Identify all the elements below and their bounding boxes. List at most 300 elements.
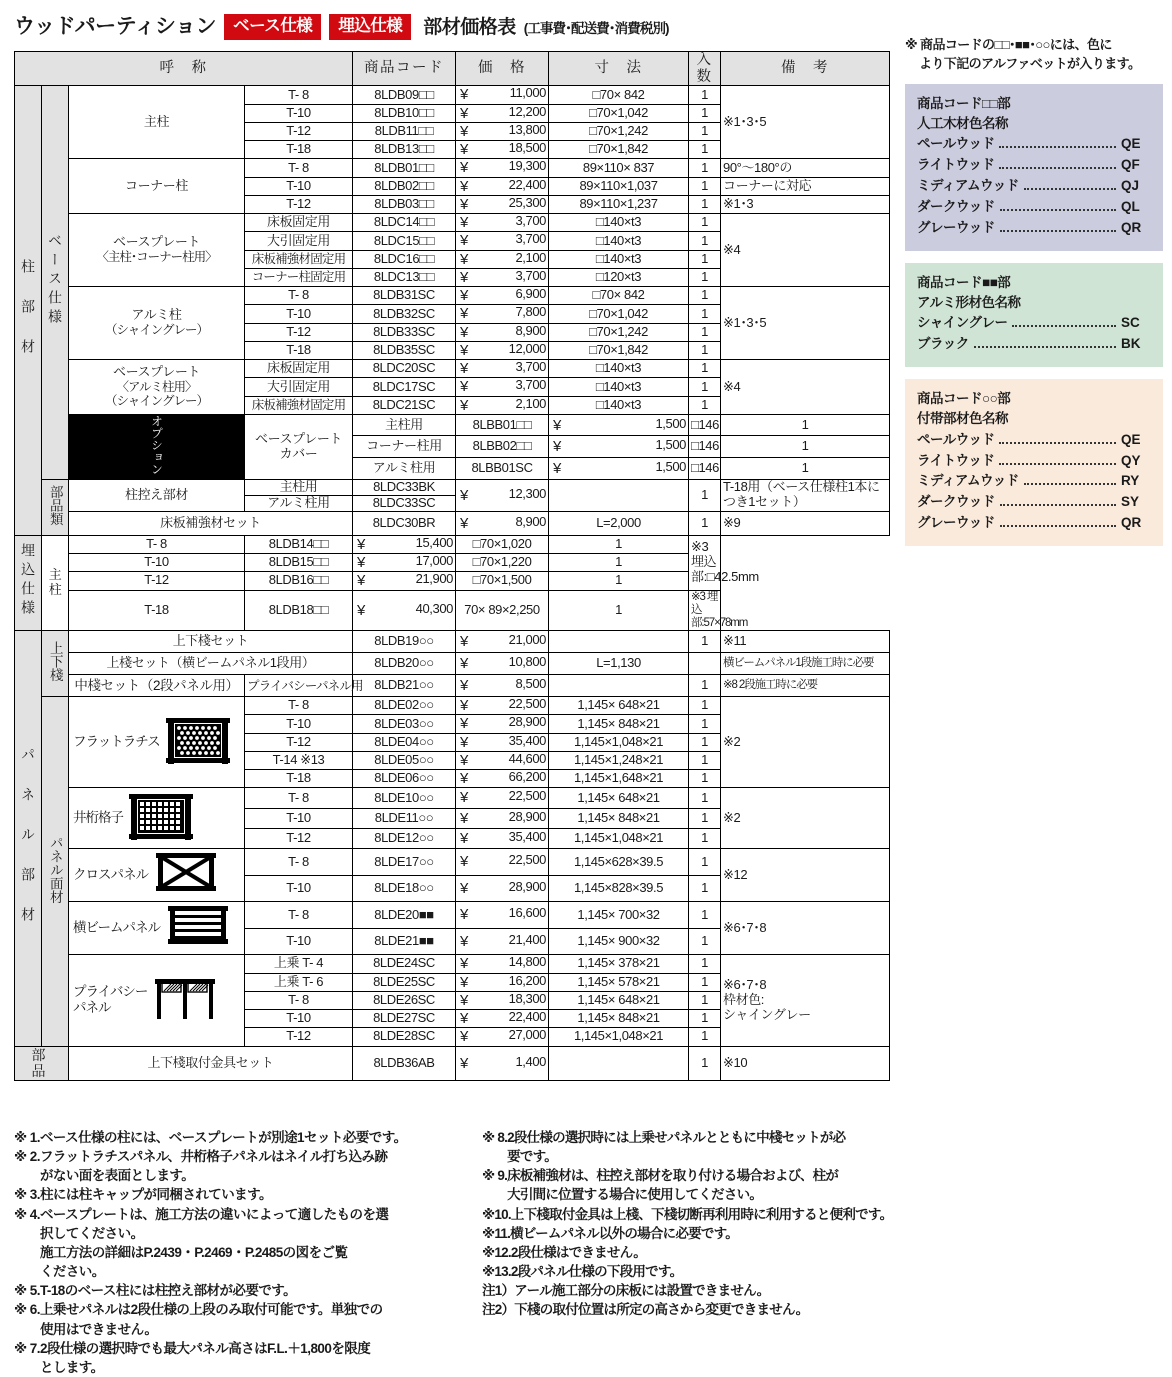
table-row — [15, 675, 890, 697]
color-code: QJ — [1121, 178, 1140, 194]
page-title-note: (工事費･配送費･消費税別) — [523, 21, 669, 36]
item-price: ¥ 35,400 — [456, 733, 549, 751]
item-dimension: 1,145× 648×21 — [549, 697, 689, 715]
footnote-marker: ※ 3. — [14, 1187, 40, 1203]
item-dimension — [549, 479, 689, 511]
item-qty: 1 — [689, 631, 721, 653]
item-price: ¥ 22,500 — [456, 788, 549, 808]
item-dimension — [549, 631, 689, 653]
footnote-item — [482, 1243, 952, 1262]
footnote-marker: ※ 8. — [482, 1130, 508, 1145]
col-header-name: 呼 称 — [15, 52, 353, 86]
item-variant: 上乗 T- 6 — [245, 973, 353, 991]
item-dimension: 1,145×628×39.5 — [549, 849, 689, 875]
item-qty: 1 — [689, 1028, 721, 1046]
item-variant: T-10 — [245, 715, 353, 733]
item-code: 8LDB03□□ — [353, 195, 456, 213]
item-remark: ※12 — [721, 849, 890, 902]
item-price: ¥ 1,500 — [549, 414, 689, 436]
color-row — [917, 430, 1151, 451]
item-variant: T- 8 — [245, 86, 353, 104]
horizontal-beam-panel-icon — [162, 902, 234, 954]
group-label-panel: パ ネ ル 部 材 — [15, 631, 42, 1046]
footnote-marker: ※ 9. — [482, 1168, 508, 1184]
item-dimension: □70×1,042 — [549, 104, 689, 122]
color-name: ペールウッド — [917, 431, 995, 447]
item-name: 主柱 — [42, 535, 69, 630]
item-variant: T-10 — [245, 875, 353, 901]
table-row — [15, 511, 890, 535]
item-name — [69, 902, 245, 955]
item-price: ¥ 21,000 — [456, 631, 549, 653]
item-qty: 1 — [689, 902, 721, 928]
color-code: QR — [1121, 515, 1142, 531]
item-qty: 1 — [689, 232, 721, 250]
item-remark: ※11 — [721, 631, 890, 653]
item-price: ¥ 21,900 — [353, 572, 456, 590]
item-variant: T-10 — [245, 104, 353, 122]
footnote-item — [14, 1281, 466, 1300]
item-qty: 1 — [549, 572, 689, 590]
item-price: ¥ 6,900 — [456, 287, 549, 305]
footnote-item — [14, 1205, 466, 1282]
color-box-attachment — [905, 379, 1163, 546]
item-code: 8LDB15□□ — [245, 554, 353, 572]
item-dimension: 1,145× 848×21 — [549, 1010, 689, 1028]
item-price: ¥ 8,500 — [456, 675, 549, 697]
item-variant: T- 8 — [245, 159, 353, 177]
item-qty: 1 — [549, 590, 689, 631]
item-qty: 1 — [689, 829, 721, 849]
item-code: 8LDB33SC — [353, 323, 456, 341]
item-code: 8LDB10□□ — [353, 104, 456, 122]
item-price: ¥ 19,300 — [456, 159, 549, 177]
table-row — [15, 479, 890, 495]
item-code: 8LDB11□□ — [353, 122, 456, 140]
footnotes — [14, 1128, 1164, 1377]
footnote-item — [14, 1128, 466, 1147]
item-dimension: 1,145×1,248×21 — [549, 751, 689, 769]
item-price: ¥ 1,500 — [549, 436, 689, 458]
item-price: ¥ 8,900 — [456, 323, 549, 341]
item-variant: T-12 — [245, 733, 353, 751]
item-code: 8LDC15□□ — [353, 232, 456, 250]
item-dimension: □140×t3 — [549, 214, 689, 232]
item-price: ¥ 12,200 — [456, 104, 549, 122]
table-row — [15, 590, 890, 631]
item-variant: 床板固定用 — [245, 214, 353, 232]
item-remark: 90°～180°の — [721, 159, 890, 177]
table-row — [15, 159, 890, 177]
item-code: 8LDE21■■ — [353, 928, 456, 954]
item-qty: 1 — [689, 86, 721, 104]
item-dimension: □70×1,242 — [549, 122, 689, 140]
item-code: 8LDB01□□ — [353, 159, 456, 177]
item-dimension: 1,145×828×39.5 — [549, 875, 689, 901]
color-name: グレーウッド — [917, 219, 995, 235]
item-code: 8LDB35SC — [353, 341, 456, 359]
item-dimension: 1,145× 848×21 — [549, 715, 689, 733]
item-price: ¥ 2,100 — [456, 250, 549, 268]
item-code: 8LDB32SC — [353, 305, 456, 323]
color-row — [917, 134, 1151, 155]
table-row — [15, 653, 890, 675]
item-price: ¥ 44,600 — [456, 751, 549, 769]
item-name: 主柱 — [69, 86, 245, 159]
item-code: 8LDB20○○ — [353, 653, 456, 675]
color-code: RY — [1121, 473, 1140, 489]
item-variant: 主柱用 — [245, 479, 353, 495]
col-header-price: 価 格 — [456, 52, 549, 86]
color-row — [917, 492, 1151, 513]
item-code: 8LDC14□□ — [353, 214, 456, 232]
footnote-item — [482, 1281, 952, 1300]
item-code: 8LDE12○○ — [353, 829, 456, 849]
item-price: ¥ 3,700 — [456, 268, 549, 286]
footnote-marker: ※10. — [482, 1206, 511, 1222]
item-qty: 1 — [689, 675, 721, 697]
color-code: QL — [1121, 198, 1140, 214]
item-dimension: 1,145×1,048×21 — [549, 829, 689, 849]
item-qty: 1 — [689, 396, 721, 414]
color-name: ミディアムウッド — [917, 473, 1019, 489]
item-variant: T-12 — [245, 829, 353, 849]
item-price: ¥ 18,300 — [456, 991, 549, 1009]
item-qty: 1 — [689, 770, 721, 788]
item-remark: ※8 2段施工時に必要 — [721, 675, 890, 697]
footnote-item — [14, 1300, 466, 1338]
color-box-alumi-title1: 商品コード■■部 — [917, 274, 1011, 290]
item-code: 8LDB16□□ — [245, 572, 353, 590]
table-row — [15, 1046, 890, 1081]
item-price: ¥ 7,800 — [456, 305, 549, 323]
subgroup-label-option: オプション — [69, 414, 245, 479]
item-qty: 1 — [689, 715, 721, 733]
dot-leader — [1024, 188, 1116, 190]
item-qty: 1 — [689, 323, 721, 341]
item-variant: T- 8 — [245, 849, 353, 875]
footnote-marker: ※13. — [482, 1264, 511, 1280]
group-label-parts: 部 品 — [15, 1046, 69, 1081]
item-variant: T-18 — [69, 590, 245, 631]
item-variant: T-10 — [69, 554, 245, 572]
item-variant: T-14 ※13 — [245, 751, 353, 769]
color-name: グレーウッド — [917, 515, 995, 531]
footnote-text: 柱には柱キャップが同梱されています。 — [39, 1187, 272, 1203]
item-variant: プライバシーパネル用 — [245, 675, 353, 697]
item-dimension: □146 — [689, 436, 721, 458]
item-dimension: □70×1,500 — [456, 572, 549, 590]
item-qty: 1 — [689, 697, 721, 715]
footnote-marker: 注2） — [482, 1302, 515, 1318]
item-price: ¥ 12,300 — [456, 479, 549, 511]
item-remark: T-18用（ベース仕様柱1本につき1セット） — [721, 479, 890, 511]
item-dimension: □70× 842 — [549, 86, 689, 104]
item-dimension: 1,145× 700×32 — [549, 902, 689, 928]
item-code: 8LDB18□□ — [245, 590, 353, 631]
item-price: ¥ 17,000 — [353, 554, 456, 572]
footnote-text: アール施工部分の床板には設置できません。 — [514, 1283, 770, 1299]
item-price: ¥ 3,700 — [456, 378, 549, 396]
item-variant: T-10 — [245, 928, 353, 954]
item-price: ¥ 2,100 — [456, 396, 549, 414]
footnote-item — [482, 1224, 952, 1243]
table-row — [15, 849, 890, 875]
item-remark: ※9 — [721, 511, 890, 535]
item-dimension: 89×110×1,237 — [549, 195, 689, 213]
color-name: ブラック — [917, 336, 969, 352]
col-header-remark: 備 考 — [721, 52, 890, 86]
item-price: ¥ 1,500 — [549, 458, 689, 480]
color-name: シャイングレー — [917, 315, 1008, 331]
item-qty: 1 — [689, 1046, 721, 1081]
item-qty: 1 — [689, 479, 721, 511]
item-code: 8LDC20SC — [353, 360, 456, 378]
item-price: ¥ 13,800 — [456, 122, 549, 140]
table-row — [15, 535, 890, 553]
footnote-text: 床板補強材は、柱控え部材を取り付ける場合および、柱が 大引間に位置する場合に使用してください。 — [507, 1168, 839, 1203]
item-code: 8LDC17SC — [353, 378, 456, 396]
item-name — [69, 849, 245, 902]
item-name — [69, 697, 245, 788]
item-qty: 1 — [689, 808, 721, 828]
item-code: 8LDE18○○ — [353, 875, 456, 901]
footnote-item — [14, 1185, 466, 1204]
item-variant: T-10 — [245, 177, 353, 195]
sidebar-note-line2: より下記のアルファベットが入ります。 — [919, 55, 1141, 71]
item-remark: ※3 埋込部:□42.5mm — [689, 535, 721, 590]
dot-leader — [974, 346, 1116, 348]
footnote-marker: ※ 5. — [14, 1283, 40, 1299]
item-dimension: 1,145× 378×21 — [549, 955, 689, 973]
grid-lattice-panel-icon — [125, 788, 197, 848]
footnote-text: T-18のベース柱には柱控え部材が必要です。 — [39, 1283, 297, 1299]
item-variant: T- 8 — [69, 535, 245, 553]
item-dimension — [549, 1046, 689, 1081]
color-box-attachment-title1: 商品コード○○部 — [917, 391, 1011, 407]
item-remark: ※4 — [721, 214, 890, 287]
tag-base-spec: ベース仕様 — [224, 14, 321, 40]
item-remark: ※4 — [721, 360, 890, 415]
color-code: QE — [1121, 136, 1141, 152]
item-code: 8LDB13□□ — [353, 141, 456, 159]
item-price: ¥ 22,500 — [456, 849, 549, 875]
color-row — [917, 513, 1151, 534]
item-code: 8LDB19○○ — [353, 631, 456, 653]
footnote-item — [482, 1205, 952, 1224]
table-row — [15, 287, 890, 305]
color-box-wood-title1: 商品コード□□部 — [917, 95, 1011, 111]
item-name: ベースプレート 〈主柱･コーナー柱用〉 — [69, 214, 245, 287]
item-variant: 床板補強材固定用 — [245, 396, 353, 414]
item-dimension: □140×t3 — [549, 396, 689, 414]
subgroup-label-embed-spec: 埋込仕様 — [15, 535, 42, 630]
item-qty: 1 — [689, 177, 721, 195]
item-qty: 1 — [721, 414, 890, 436]
item-name: 柱控え部材 — [69, 479, 245, 511]
sidebar-note-line1: ※ 商品コードの□□･■■･○○には、色に — [905, 37, 1112, 52]
item-price: ¥ 15,400 — [353, 535, 456, 553]
footnote-text: 上下棧取付金具は上棧、下棧切断再利用時に利用すると便利です。 — [510, 1206, 893, 1222]
color-code: BK — [1121, 336, 1141, 352]
color-code: SC — [1121, 315, 1140, 331]
color-code: QF — [1121, 157, 1140, 173]
item-qty: 1 — [689, 973, 721, 991]
item-name: 床板補強材セット — [69, 511, 353, 535]
table-row — [15, 414, 890, 436]
footnote-text: 2段仕様はできません。 — [510, 1244, 646, 1260]
dot-leader — [999, 146, 1116, 148]
page-title: 部材価格表 — [423, 17, 516, 38]
color-code: QY — [1121, 452, 1141, 468]
item-variant: T-18 — [245, 141, 353, 159]
color-name: ライトウッド — [917, 452, 995, 468]
price-table — [14, 51, 890, 1081]
item-code: 8LDE26SC — [353, 991, 456, 1009]
item-code: 8LDE04○○ — [353, 733, 456, 751]
item-code: 8LDE10○○ — [353, 788, 456, 808]
col-header-code: 商品コード — [353, 52, 456, 86]
product-name: ウッドパーティション — [14, 15, 217, 38]
item-price: ¥ 16,600 — [456, 902, 549, 928]
color-row — [917, 471, 1151, 492]
item-code: 8LDE27SC — [353, 1010, 456, 1028]
item-variant: 上乗 T- 4 — [245, 955, 353, 973]
item-variant: T-10 — [245, 808, 353, 828]
item-qty: 1 — [689, 305, 721, 323]
item-dimension: □146 — [689, 414, 721, 436]
item-qty: 1 — [689, 159, 721, 177]
item-variant: T-10 — [245, 1010, 353, 1028]
color-name: ダークウッド — [917, 198, 995, 214]
footnote-text: 2段仕様の選択時でも最大パネル高さはF.L.＋1,800を限度 とします。 — [39, 1340, 371, 1375]
footnote-marker: ※11. — [482, 1225, 511, 1241]
item-code: 8LDE28SC — [353, 1028, 456, 1046]
item-code: 8LDC21SC — [353, 396, 456, 414]
footnote-marker: ※12. — [482, 1244, 511, 1260]
item-qty: 1 — [721, 458, 890, 480]
dot-leader — [1000, 230, 1116, 232]
item-name: 上下棧セット — [69, 631, 353, 653]
footnote-text: 2段パネル仕様の下段用です。 — [510, 1264, 683, 1280]
color-code: QR — [1121, 219, 1142, 235]
item-dimension: □70×1,242 — [549, 323, 689, 341]
item-dimension: □140×t3 — [549, 378, 689, 396]
item-price: ¥ 1,400 — [456, 1046, 549, 1081]
footnote-marker: ※ 1. — [14, 1130, 40, 1145]
color-code-sidebar — [905, 36, 1163, 558]
price-table-container — [14, 51, 889, 1081]
item-dimension: □70×1,842 — [549, 141, 689, 159]
tag-embed-spec: 埋込仕様 — [329, 14, 411, 40]
footnote-text: ベース仕様の柱には、ベースプレートが別途1セット必要です。 — [39, 1130, 407, 1145]
footnote-item — [482, 1262, 952, 1281]
col-header-qty: 入数 — [689, 52, 721, 86]
item-variant: T-10 — [245, 305, 353, 323]
item-code: 8LDE03○○ — [353, 715, 456, 733]
table-row — [15, 697, 890, 715]
table-header-row — [15, 52, 890, 86]
item-code: 8LDB21○○ — [353, 675, 456, 697]
item-remark: コーナーに対応 — [721, 177, 890, 195]
item-code: 8LDE20■■ — [353, 902, 456, 928]
subgroup-label-base-spec: ベース仕様 — [42, 86, 69, 479]
item-price: ¥ 25,300 — [456, 195, 549, 213]
item-code: 8LDC16□□ — [353, 250, 456, 268]
table-row — [15, 631, 890, 653]
item-remark: ※3 埋込部:57×78mm — [689, 590, 721, 631]
item-variant: 床板補強材固定用 — [245, 250, 353, 268]
item-name-label: 横ビームパネル — [73, 920, 160, 936]
table-row — [15, 902, 890, 928]
col-header-dim: 寸 法 — [549, 52, 689, 86]
dot-leader — [999, 442, 1116, 444]
item-dimension: □70×1,842 — [549, 341, 689, 359]
item-dimension: 1,145× 578×21 — [549, 973, 689, 991]
item-dimension: 89×110×1,037 — [549, 177, 689, 195]
item-dimension: 1,145× 648×21 — [549, 991, 689, 1009]
item-variant: T-12 — [245, 195, 353, 213]
item-variant: アルミ柱用 — [353, 458, 456, 480]
item-variant: T-18 — [245, 770, 353, 788]
dot-leader — [1012, 325, 1116, 327]
item-qty: 1 — [689, 928, 721, 954]
footnote-marker: ※ 4. — [14, 1206, 40, 1222]
color-row — [917, 176, 1151, 197]
footnote-item — [14, 1339, 466, 1377]
item-name: コーナー柱 — [69, 159, 245, 214]
item-qty — [689, 653, 721, 675]
item-code: 8LBB01SC — [456, 458, 549, 480]
item-dimension: 89×110× 837 — [549, 159, 689, 177]
footnote-marker: ※ 2. — [14, 1149, 40, 1165]
item-variant: T- 8 — [245, 697, 353, 715]
item-qty: 1 — [689, 268, 721, 286]
color-row — [917, 155, 1151, 176]
table-row — [15, 214, 890, 232]
footnote-item — [14, 1147, 466, 1185]
item-dimension: □120×t3 — [549, 268, 689, 286]
item-price: ¥ 14,800 — [456, 955, 549, 973]
item-price: ¥ 3,700 — [456, 232, 549, 250]
footnote-text: 2段仕様の選択時には上乗せパネルとともに中棧セットが必 要です。 — [507, 1130, 846, 1165]
item-variant: T- 8 — [245, 287, 353, 305]
table-row — [15, 955, 890, 973]
item-code: 8LDE24SC — [353, 955, 456, 973]
color-box-wood-title2: 人工木材色名称 — [917, 115, 1008, 131]
item-name — [69, 788, 245, 849]
item-qty: 1 — [689, 751, 721, 769]
item-price: ¥ 12,000 — [456, 341, 549, 359]
item-code: 8LBB02□□ — [456, 436, 549, 458]
footnote-text: フラットラチスパネル、井桁格子パネルはネイル打ち込み跡 がない面を表面とします。 — [39, 1149, 388, 1184]
item-dimension: 1,145×1,648×21 — [549, 770, 689, 788]
item-qty: 1 — [689, 195, 721, 213]
item-remark: ※2 — [721, 697, 890, 788]
item-price: ¥ 11,000 — [456, 86, 549, 104]
item-dimension: □70×1,020 — [456, 535, 549, 553]
item-code: 8LDE17○○ — [353, 849, 456, 875]
item-dimension: 1,145× 900×32 — [549, 928, 689, 954]
item-variant: 大引固定用 — [245, 378, 353, 396]
color-row — [917, 218, 1151, 239]
color-box-attachment-title2: 付帯部材色名称 — [917, 411, 1008, 427]
item-name-label: プライバシー パネル — [73, 984, 148, 1016]
item-code: 8LDC33BK — [353, 479, 456, 495]
item-remark: ※10 — [721, 1046, 890, 1081]
item-price: ¥ 3,700 — [456, 360, 549, 378]
item-remark: ※1･3･5 — [721, 86, 890, 159]
